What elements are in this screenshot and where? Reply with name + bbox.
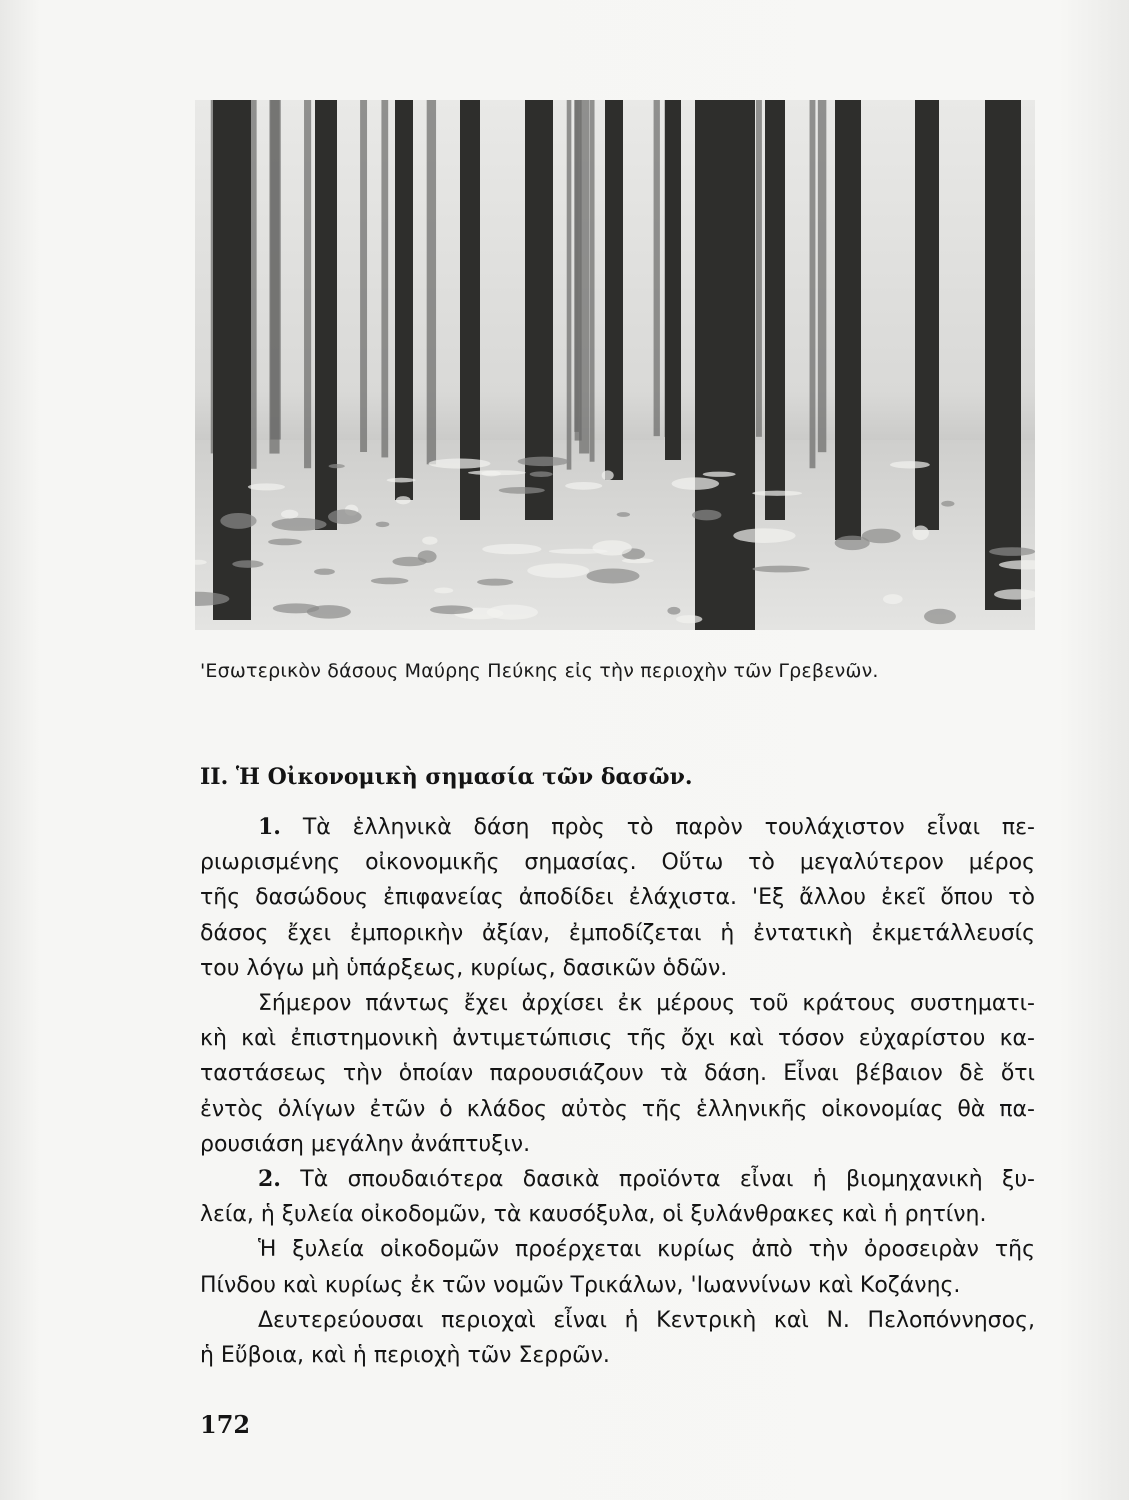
ground-patch [371, 577, 409, 584]
ground-patch [376, 522, 390, 528]
tree-trunk [835, 100, 861, 540]
ground-patch [912, 525, 928, 540]
background-tree-trunk [381, 100, 388, 457]
text-line: τῆς δασώδους ἐπιφανείας ἀποδίδει ἐλάχιστα. 'Εξ ἄλλου ἐκεῖ ὅπου τὸ [200, 885, 1035, 911]
tree-trunk [695, 100, 755, 630]
article-body [200, 810, 1035, 1373]
paragraph-1 [200, 810, 1035, 986]
ground-patch [530, 471, 553, 477]
forest-photo-image [195, 100, 1035, 630]
ground-patch [220, 513, 256, 529]
ground-patch [387, 478, 416, 483]
ground-patch [434, 587, 453, 593]
text-line: δάσος ἔχει ἐμπορικὴν ἀξίαν, ἐμποδίζεται ἡ ἐντατικὴ ἐκμετάλλευσίς [200, 920, 1035, 946]
background-tree-trunk [304, 100, 311, 468]
ground-patch [307, 605, 351, 618]
background-tree-trunk [567, 100, 572, 470]
tree-trunk [765, 100, 785, 520]
ground-patch [602, 470, 614, 480]
ground-patch [592, 540, 631, 555]
ground-patch [862, 529, 901, 544]
ground-patch [328, 509, 362, 524]
text-line: ἐντὸς ὀλίγων ἐτῶν ὁ κλάδος αὐτὸς τῆς ἑλληνικῆς οἰκονομίας θὰ πα- [200, 1096, 1035, 1122]
ground-patch [429, 458, 491, 468]
ground-patch [924, 609, 956, 624]
ground-patch [272, 518, 327, 531]
text-line: Δευτερεύουσαι περιοχαὶ εἶναι ἡ Κεντρικὴ καὶ Ν. Πελοπόννησος, [258, 1307, 1035, 1333]
ground-patch [481, 471, 500, 477]
background-tree-trunk [427, 100, 436, 464]
ground-patch [672, 477, 719, 489]
ground-patch [883, 594, 903, 604]
ground-patch [329, 464, 345, 468]
ground-patch [499, 487, 545, 494]
tree-trunk [605, 100, 623, 480]
ground-patch [692, 510, 721, 521]
ground-patch [676, 615, 702, 623]
text-line: του λόγω μὴ ὑπάρξεως, κυρίως, δασικῶν ὁδῶν. [200, 955, 728, 981]
ground-patch [430, 605, 473, 614]
figure-caption: 'Εσωτερικὸν δάσους Μαύρης Πεύκης εἰς τὴν περιοχὴν τῶν Γρεβενῶν. [200, 660, 879, 682]
ground-patch [890, 461, 930, 468]
paragraph-5 [200, 1303, 1035, 1373]
background-tree-trunk [654, 100, 660, 436]
paragraph-2 [200, 986, 1035, 1162]
tree-trunk [460, 100, 480, 520]
text-line: 2. Τὰ σπουδαιότερα δασικὰ προϊόντα εἶναι ἡ βιομηχανικὴ ξυ- [258, 1166, 1035, 1193]
tree-trunk [985, 100, 1021, 610]
ground-patch [396, 496, 411, 504]
ground-patch [752, 566, 809, 573]
ground-patch [314, 568, 335, 574]
ground-patch [733, 528, 795, 543]
page-number: 172 [200, 1410, 251, 1439]
text-line: λεία, ἡ ξυλεία οἰκοδομῶν, τὰ καυσόξυλα, οἱ ξυλάνθρακες καὶ ἡ ρητίνη. [200, 1202, 987, 1228]
background-tree-trunk [360, 100, 367, 452]
tree-trunk [665, 100, 681, 460]
tree-trunk [213, 100, 251, 620]
ground-patch [703, 472, 736, 477]
ground-patch [989, 547, 1035, 556]
ground-patch [268, 539, 302, 546]
ground-patch [518, 457, 569, 466]
ground-patch [667, 607, 680, 615]
paragraph-4 [200, 1232, 1035, 1302]
background-tree-trunk [590, 100, 595, 462]
ground-patch [487, 605, 538, 620]
background-tree-trunk [270, 100, 280, 440]
text-line: κὴ καὶ ἐπιστημονικὴ ἀντιμετώπισις τῆς ὄχι καὶ τόσον εὐχαρίστου κα- [200, 1026, 1035, 1052]
text-line: ταστάσεως τὴν ὁποίαν παρουσιάζουν τὰ δάση. Εἶναι βέβαιον δὲ ὅτι [200, 1061, 1035, 1087]
ground-patch [941, 501, 954, 507]
ground-patch [422, 536, 437, 544]
paragraph-number: 1. [258, 814, 281, 840]
section-heading: ΙΙ. Ἡ Οἰκονομικὴ σημασία τῶν δασῶν. [200, 764, 693, 790]
ground-patch [617, 512, 630, 517]
ground-patch [392, 557, 426, 567]
background-tree-trunk [818, 100, 826, 452]
tree-trunk [395, 100, 413, 500]
ground-patch [587, 568, 640, 583]
paragraph-3 [200, 1162, 1035, 1232]
ground-patch [752, 491, 802, 496]
text-line: Ἡ ξυλεία οἰκοδομῶν προέρχεται κυρίως ἀπὸ τὴν ὀροσειρὰν τῆς [258, 1237, 1035, 1263]
text-line: 1. Τὰ ἑλληνικὰ δάση πρὸς τὸ παρὸν τουλάχιστον εἶναι πε- [258, 814, 1035, 840]
ground-patch [527, 563, 589, 577]
text-line: Σήμερον πάντως ἔχει ἀρχίσει ἐκ μέρους τοῦ κράτους συστηματι- [258, 991, 1035, 1017]
background-tree-trunk [810, 100, 816, 468]
background-tree-trunk [756, 100, 762, 437]
forest-photo [195, 100, 1035, 630]
ground-patch [565, 482, 602, 490]
paragraph-number: 2. [258, 1166, 281, 1193]
ground-patch [477, 579, 513, 586]
text-line: ἡ Εὔβοια, καὶ ἡ περιοχὴ τῶν Σερρῶν. [200, 1343, 610, 1369]
ground-patch [232, 560, 263, 568]
ground-patch [248, 483, 285, 490]
ground-patch [281, 510, 298, 519]
text-line: Πίνδου καὶ κυρίως ἐκ τῶν νομῶν Τρικάλων, 'Ιωαννίνων καὶ Κοζάνης. [200, 1272, 961, 1298]
text-line: ριωρισμένης οἰκονομικῆς σημασίας. Οὕτω τὸ μεγαλύτερον μέρος [200, 850, 1035, 876]
text-line: ρουσιάση μεγάλην ἀνάπτυξιν. [200, 1131, 531, 1157]
background-tree-trunk [579, 100, 589, 453]
ground-patch [482, 544, 541, 554]
